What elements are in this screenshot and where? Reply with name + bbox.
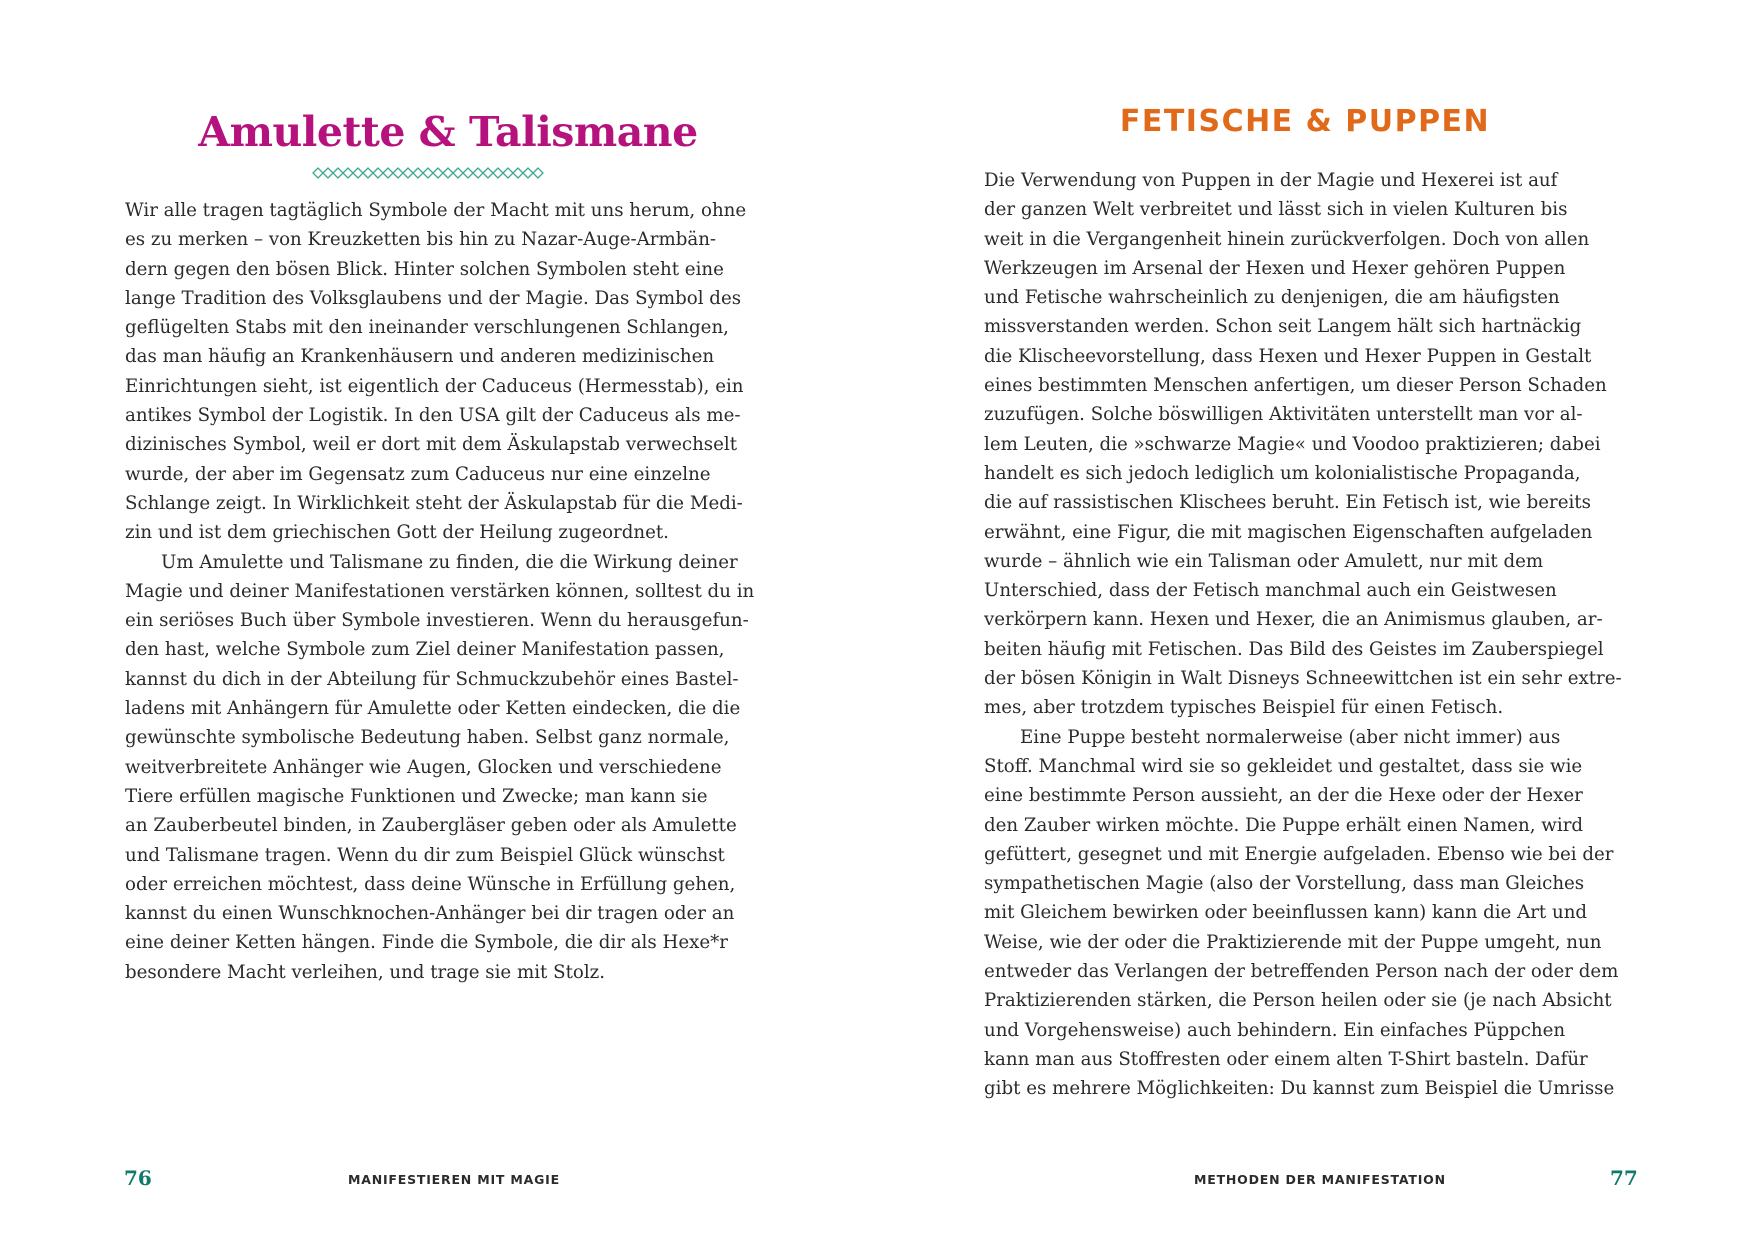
- text-line: der bösen Königin in Walt Disneys Schneewittchen ist ein sehr extre-: [984, 668, 1622, 690]
- section-title-fetische: FETISCHE & PUPPEN: [1119, 104, 1491, 139]
- text-line: weit in die Vergangenheit hinein zurückverfolgen. Doch von allen: [984, 228, 1590, 250]
- text-line: den hast, welche Symbole zum Ziel deiner Manifestation passen,: [125, 639, 725, 661]
- amulette-body-text: [125, 196, 785, 987]
- text-line: besondere Macht verleihen, und trage sie mit Stolz.: [125, 961, 606, 983]
- text-line: dern gegen den bösen Blick. Hinter solchen Symbolen steht eine: [125, 258, 724, 280]
- text-line: zin und ist dem griechischen Gott der Heilung zugeordnet.: [125, 522, 669, 544]
- text-line: zuzufügen. Solche böswilligen Aktivitäten unterstellt man vor al-: [984, 404, 1583, 426]
- text-line: kannst du einen Wunschknochen-Anhänger bei dir tragen oder an: [125, 903, 735, 925]
- text-line: und Vorgehensweise) auch behindern. Ein einfaches Püppchen: [984, 1019, 1566, 1041]
- page-number-left: 76: [124, 1166, 152, 1190]
- text-line-paragraph-start: Eine Puppe besteht normalerweise (aber nicht immer) aus: [1020, 726, 1561, 748]
- text-line: das man häufig an Krankenhäusern und anderen medizinischen: [125, 346, 715, 368]
- running-head-left: MANIFESTIEREN MIT MAGIE: [348, 1172, 560, 1187]
- page-number-right: 77: [1610, 1166, 1638, 1190]
- text-line: lange Tradition des Volksglaubens und der Magie. Das Symbol des: [125, 287, 742, 309]
- text-line: die Klischeevorstellung, dass Hexen und Hexer Puppen in Gestalt: [984, 345, 1592, 367]
- text-line: Werkzeugen im Arsenal der Hexen und Hexer gehören Puppen: [984, 257, 1566, 279]
- text-line: weitverbreitete Anhänger wie Augen, Glocken und verschiedene: [125, 756, 722, 778]
- text-line: wurde – ähnlich wie ein Talisman oder Amulett, nur mit dem: [984, 550, 1544, 572]
- fetische-body-text: [984, 166, 1644, 1104]
- text-line: geflügelten Stabs mit den ineinander verschlungenen Schlangen,: [125, 317, 729, 339]
- text-line: antikes Symbol der Logistik. In den USA gilt der Caduceus als me-: [125, 405, 741, 427]
- text-line: es zu merken – von Kreuzketten bis hin zu Nazar-Auge-Armbän-: [125, 229, 717, 251]
- text-line: Unterschied, dass der Fetisch manchmal auch ein Geistwesen: [984, 580, 1557, 602]
- text-line: eine deiner Ketten hängen. Finde die Symbole, die dir als Hexe*r: [125, 932, 728, 954]
- text-line: mit Gleichem bewirken oder beeinflussen kann) kann die Art und: [984, 902, 1588, 924]
- text-line: ladens mit Anhängern für Amulette oder Ketten eindecken, die die: [125, 698, 741, 720]
- text-line: und Fetische wahrscheinlich zu denjenigen, die am häufigsten: [984, 287, 1560, 309]
- text-line: gewünschte symbolische Bedeutung haben. Selbst ganz normale,: [125, 727, 730, 749]
- text-line-paragraph-start: Um Amulette und Talismane zu finden, die die Wirkung deiner: [161, 551, 738, 573]
- text-line: kann man aus Stoffresten oder einem alten T-Shirt basteln. Dafür: [984, 1048, 1588, 1070]
- text-line: Tiere erfüllen magische Funktionen und Zwecke; man kann sie: [125, 785, 708, 807]
- section-title-amulette: Amulette & Talismane: [198, 108, 698, 156]
- text-line: und Talismane tragen. Wenn du dir zum Beispiel Glück wünschst: [125, 844, 725, 866]
- text-line: gibt es mehrere Möglichkeiten: Du kannst zum Beispiel die Umrisse: [984, 1078, 1615, 1100]
- text-line: eine bestimmte Person aussieht, an der die Hexe oder der Hexer: [984, 785, 1583, 807]
- text-line: erwähnt, eine Figur, die mit magischen Eigenschaften aufgeladen: [984, 521, 1593, 543]
- text-line: kannst du dich in der Abteilung für Schmuckzubehör eines Bastel-: [125, 668, 739, 690]
- text-line: Magie und deiner Manifestationen verstärken können, solltest du in: [125, 580, 755, 602]
- text-line: beiten häufig mit Fetischen. Das Bild des Geistes im Zauberspiegel: [984, 638, 1604, 660]
- text-line: Die Verwendung von Puppen in der Magie und Hexerei ist auf: [984, 170, 1558, 191]
- text-line: wurde, der aber im Gegensatz zum Caduceus nur eine einzelne: [125, 463, 711, 485]
- text-line: den Zauber wirken möchte. Die Puppe erhält einen Namen, wird: [984, 814, 1584, 836]
- text-line: Wir alle tragen tagtäglich Symbole der Macht mit uns herum, ohne: [125, 200, 747, 221]
- text-line: eines bestimmten Menschen anfertigen, um dieser Person Schaden: [984, 375, 1607, 397]
- text-line: Einrichtungen sieht, ist eigentlich der Caduceus (Hermesstab), ein: [125, 375, 744, 397]
- text-line: entweder das Verlangen der betreffenden Person nach der oder dem: [984, 961, 1619, 983]
- text-line: Stoff. Manchmal wird sie so gekleidet und gestaltet, dass sie wie: [984, 755, 1583, 777]
- text-line: handelt es sich jedoch lediglich um kolonialistische Propaganda,: [984, 462, 1581, 484]
- text-line: verkörpern kann. Hexen und Hexer, die an Animismus glauben, ar-: [984, 609, 1603, 631]
- running-head-right: METHODEN DER MANIFESTATION: [1194, 1172, 1446, 1187]
- text-line: dizinisches Symbol, weil er dort mit dem Äskulapstab verwechselt: [125, 434, 737, 456]
- text-line: an Zauberbeutel binden, in Zaubergläser geben oder als Amulette: [125, 815, 737, 837]
- text-line: Weise, wie der oder die Praktizierende mit der Puppe umgeht, nun: [984, 931, 1602, 953]
- text-line: missverstanden werden. Schon seit Langem hält sich hartnäckig: [984, 316, 1582, 338]
- text-line: mes, aber trotzdem typisches Beispiel für einen Fetisch.: [984, 697, 1504, 719]
- text-line: sympathetischen Magie (also der Vorstellung, dass man Gleiches: [984, 873, 1585, 895]
- right-page: [874, 0, 1748, 1240]
- text-line: die auf rassistischen Klischees beruht. Ein Fetisch ist, wie bereits: [984, 492, 1591, 514]
- text-line: der ganzen Welt verbreitet und lässt sich in vielen Kulturen bis: [984, 199, 1568, 221]
- text-line: Schlange zeigt. In Wirklichkeit steht der Äskulapstab für die Medi-: [125, 492, 743, 514]
- text-line: lem Leuten, die »schwarze Magie« und Voodoo praktizieren; dabei: [984, 433, 1601, 455]
- text-line: ein seriöses Buch über Symbole investieren. Wenn du herausgefun-: [125, 610, 749, 632]
- diamond-chain-ornament-icon: [311, 166, 545, 180]
- text-line: Praktizierenden stärken, die Person heilen oder sie (je nach Absicht: [984, 990, 1612, 1012]
- text-line: gefüttert, gesegnet und mit Energie aufgeladen. Ebenso wie bei der: [984, 843, 1614, 865]
- text-line: oder erreichen möchtest, dass deine Wünsche in Erfüllung gehen,: [125, 873, 736, 895]
